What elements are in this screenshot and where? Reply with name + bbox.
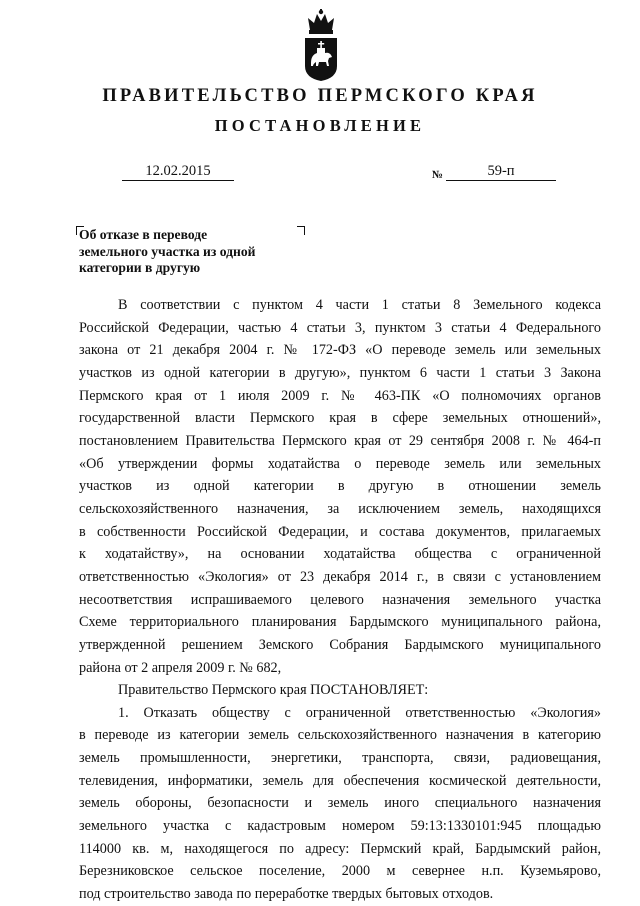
corner-mark-right (297, 226, 305, 235)
body-line: государственной власти Пермского края в сфере земельных отношений», (79, 410, 601, 427)
body-line: в переводе из категории земель сельскохозяйственного назначения в категорию (79, 727, 601, 744)
body-line: Правительство Пермского края ПОСТАНОВЛЯЕТ: (118, 682, 429, 699)
body-line: постановлением Правительства Пермского края от 29 сентября 2008 г. № 464-п (79, 432, 601, 449)
government-title: ПРАВИТЕЛЬСТВО ПЕРМСКОГО КРАЯ (102, 86, 538, 106)
body-line: «Об утверждении формы ходатайства о переводе земель или земельных (79, 455, 601, 472)
body-line: Схеме территориального планирования Бардымского муниципального района, (79, 614, 601, 631)
subject-line: земельного участка из одной (79, 243, 256, 259)
body-line: 1. Отказать обществу с ограниченной ответственностью «Экология» (118, 704, 601, 721)
subject-line: категории в другую (79, 260, 201, 275)
number-label: № (432, 169, 444, 181)
body-line: района от 2 апреля 2009 г. № 682, (79, 659, 282, 676)
body-line: 114000 кв. м, находящегося по адресу: Пермский край, Бардымский район, (79, 840, 601, 857)
body-line: В соответствии с пунктом 4 части 1 статьи 8 Земельного кодекса (118, 297, 601, 313)
body-line: под строительство завода по переработке твердых бытовых отходов. (79, 886, 494, 903)
coat-of-arms-icon (300, 8, 342, 82)
body-line: Березниковское сельское поселение, 2000 м севернее н.п. Куземьярово, (79, 863, 601, 880)
body-line: участков из одной категории в другую в отношении земель (79, 478, 601, 495)
body-line: участков из одной категории в другую», пунктом 6 части 1 статьи 3 Закона (79, 364, 601, 381)
document-type: ПОСТАНОВЛЕНИЕ (214, 116, 426, 135)
body-line: земель промышленности, энергетики, транспорта, связи, радиовещания, (79, 750, 601, 767)
body-line: утвержденной решением Земского Собрания Бардымского муниципального (79, 636, 601, 653)
body-line: земельного участка с кадастровым номером 59:13:1330101:945 площадью (79, 818, 601, 835)
body-line: Пермского края от 1 июля 2009 г. № 463-ПК «О полномочиях органов (79, 387, 601, 404)
body-line: телевидения, информатики, земель для обеспечения космической деятельности, (79, 772, 601, 789)
body-line: ответственностью «Экология» от 23 декабря 2014 г., в связи с установлением (79, 568, 601, 585)
document-number: 59-п (446, 163, 556, 181)
body-line: закона от 21 декабря 2004 г. № 172-ФЗ «О переводе земель или земельных (79, 342, 601, 359)
body-line: земель обороны, безопасности и земель иного специального назначения (79, 795, 601, 812)
document-body (79, 294, 601, 906)
body-line: Российской Федерации, частью 4 статьи 3, пунктом 3 статьи 4 Федерального (79, 319, 601, 336)
body-line: к ходатайству», на основании ходатайства общества с ограниченной (79, 546, 601, 563)
subject-line: Об отказе в переводе (79, 227, 208, 242)
document-date: 12.02.2015 (122, 163, 234, 181)
body-line: в собственности Российской Федерации, и состава документов, прилагаемых (79, 523, 601, 540)
document-subject (79, 227, 294, 277)
body-line: несоответствия испрашиваемого целевого назначения земельного участка (79, 591, 601, 608)
body-line: сельскохозяйственного назначения, за исключением земель, находящихся (79, 500, 601, 517)
